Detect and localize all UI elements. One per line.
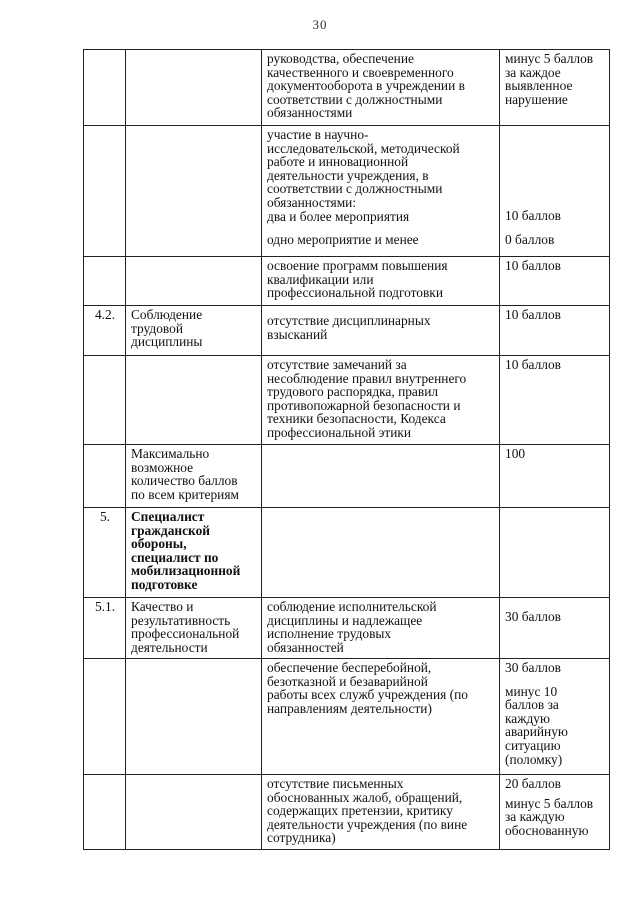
- score-cell: [500, 306, 610, 356]
- score-cell: [500, 445, 610, 508]
- criterion-text: результативность: [131, 612, 231, 628]
- table-row: [84, 508, 610, 598]
- number-cell: 4.2.: [84, 306, 126, 356]
- indicator-text: противопожарной безопасности и: [267, 397, 461, 413]
- table-row: [84, 598, 610, 659]
- number-cell: [84, 356, 126, 445]
- indicator-text: освоение программ повышения: [267, 258, 448, 273]
- indicator-text: техники безопасности, Кодекса: [267, 411, 446, 427]
- score-cell: [500, 356, 610, 445]
- indicator-cell: [262, 50, 500, 126]
- indicator-text: взысканий: [267, 326, 328, 342]
- indicator-text: работы всех служб учреждения (по: [267, 687, 468, 703]
- indicator-text: квалификации или: [267, 271, 374, 287]
- number-cell: [84, 257, 126, 306]
- number-cell: [84, 445, 126, 508]
- number-cell: [84, 50, 126, 126]
- criterion-cell: [126, 306, 262, 356]
- indicator-text: соответствии с должностными: [267, 91, 443, 107]
- score-text: 100: [505, 446, 526, 461]
- indicator-text: соответствии с должностными: [267, 181, 443, 197]
- score-text: минус 5 баллов: [505, 795, 594, 811]
- criterion-text: дисциплины: [131, 334, 203, 350]
- score-text: 10 баллов: [505, 357, 561, 372]
- score-text: 10 баллов: [505, 307, 561, 322]
- score-text: баллов за: [505, 697, 559, 713]
- score-text: минус 10: [505, 683, 558, 699]
- indicator-text: обязанностями:: [267, 194, 357, 210]
- number-cell: [84, 126, 126, 257]
- score-cell: [500, 257, 610, 306]
- criterion-text: Соблюдение: [131, 307, 203, 322]
- criterion-cell: [126, 775, 262, 850]
- indicator-text: исследовательской, методической: [267, 140, 460, 156]
- number-cell: 5.1.: [84, 598, 126, 659]
- criterion-cell: [126, 659, 262, 775]
- indicator-cell: [262, 306, 500, 356]
- table-row: [84, 775, 610, 850]
- score-text: каждую: [505, 710, 551, 726]
- table-row: [84, 306, 610, 356]
- score-text: (поломку): [505, 751, 563, 767]
- criterion-text: гражданской: [131, 522, 211, 538]
- table-row: [84, 50, 610, 126]
- criteria-table: [83, 49, 610, 850]
- score-cell: [500, 126, 610, 257]
- score-cell: [500, 598, 610, 659]
- criterion-text: мобилизационной: [131, 563, 241, 579]
- score-text: выявленное: [505, 78, 573, 94]
- indicator-cell: [262, 356, 500, 445]
- score-text: 0 баллов: [505, 231, 555, 247]
- indicator-cell: [262, 445, 500, 508]
- page-number: 30: [312, 17, 328, 32]
- indicator-text: обязанностями: [267, 105, 353, 121]
- option-text: одно мероприятие и менее: [267, 232, 419, 248]
- indicator-text: профессиональной этики: [267, 424, 412, 440]
- indicator-cell: [262, 598, 500, 659]
- indicator-text: содержащих претензии, критику: [267, 803, 453, 819]
- indicator-text: профессиональной подготовки: [267, 285, 443, 301]
- table-row: [84, 659, 610, 775]
- criterion-cell: [126, 50, 262, 126]
- indicator-text: трудового распорядка, правил: [267, 384, 439, 400]
- indicator-text: исполнение трудовых: [267, 626, 392, 642]
- criterion-cell: [126, 598, 262, 659]
- indicator-text: дисциплины и надлежащее: [267, 612, 423, 628]
- criterion-text: профессиональной: [131, 626, 240, 642]
- criterion-text: обороны,: [131, 536, 187, 552]
- score-text: за каждую: [505, 809, 565, 825]
- criterion-cell: [126, 508, 262, 598]
- score-text: обоснованную: [505, 822, 589, 838]
- score-text: 10 баллов: [505, 208, 561, 223]
- criterion-text: Максимально: [131, 446, 210, 461]
- indicator-text: направлениям деятельности): [267, 700, 432, 716]
- score-text: нарушение: [505, 91, 568, 107]
- criterion-text: специалист по: [131, 549, 219, 565]
- table-row: [84, 126, 610, 257]
- indicator-cell: [262, 257, 500, 306]
- indicator-text: безотказной и безаварийной: [267, 673, 428, 689]
- table-row: [84, 257, 610, 306]
- score-cell: [500, 50, 610, 126]
- indicator-text: документооборота в учреждении в: [267, 78, 465, 94]
- score-text: 30 баллов: [505, 660, 561, 675]
- number-cell: [84, 659, 126, 775]
- score-text: 30 баллов: [505, 609, 561, 624]
- indicator-text: сотрудника): [267, 830, 336, 846]
- criterion-cell: [126, 126, 262, 257]
- score-text: за каждое: [505, 64, 561, 80]
- score-text: минус 5 баллов: [505, 51, 594, 66]
- criterion-cell: [126, 257, 262, 306]
- score-cell: [500, 508, 610, 598]
- score-text: ситуацию: [505, 737, 561, 753]
- indicator-text: несоблюдение правил внутреннего: [267, 370, 467, 386]
- score-text: 20 баллов: [505, 776, 561, 791]
- indicator-text: отсутствие дисциплинарных: [267, 313, 431, 328]
- indicator-text: обязанностей: [267, 639, 344, 655]
- indicator-text: работе и инновационной: [267, 154, 409, 170]
- criterion-text: количество баллов: [131, 473, 238, 489]
- option-text: два и более мероприятия: [267, 208, 410, 224]
- indicator-text: участие в научно-: [267, 127, 369, 142]
- criterion-text: Специалист: [131, 509, 205, 524]
- indicator-cell: [262, 659, 500, 775]
- number-cell: [84, 775, 126, 850]
- table-row: [84, 445, 610, 508]
- indicator-text: деятельности учреждения, в: [267, 167, 429, 183]
- score-text: аварийную: [505, 724, 568, 740]
- indicator-text: обоснованных жалоб, обращений,: [267, 789, 463, 805]
- indicator-text: отсутствие письменных: [267, 776, 404, 791]
- criterion-text: возможное: [131, 459, 194, 475]
- table-row: [84, 356, 610, 445]
- indicator-text: обеспечение бесперебойной,: [267, 660, 432, 675]
- criterion-cell: [126, 356, 262, 445]
- criterion-cell: [126, 445, 262, 508]
- indicator-text: качественного и своевременного: [267, 64, 454, 80]
- indicator-text: деятельности учреждения (по вине: [267, 816, 468, 832]
- criterion-text: подготовке: [131, 576, 198, 592]
- criterion-text: по всем критериям: [131, 486, 239, 502]
- indicator-cell: [262, 508, 500, 598]
- indicator-cell: [262, 775, 500, 850]
- number-cell: 5.: [84, 508, 126, 598]
- criterion-text: деятельности: [131, 639, 208, 655]
- criterion-text: трудовой: [131, 320, 183, 336]
- score-cell: [500, 775, 610, 850]
- score-text: 10 баллов: [505, 258, 561, 273]
- criterion-text: Качество и: [131, 599, 194, 614]
- indicator-cell: [262, 126, 500, 257]
- indicator-text: соблюдение исполнительской: [267, 599, 437, 614]
- indicator-text: руководства, обеспечение: [267, 51, 414, 66]
- indicator-text: отсутствие замечаний за: [267, 357, 407, 372]
- score-cell: [500, 659, 610, 775]
